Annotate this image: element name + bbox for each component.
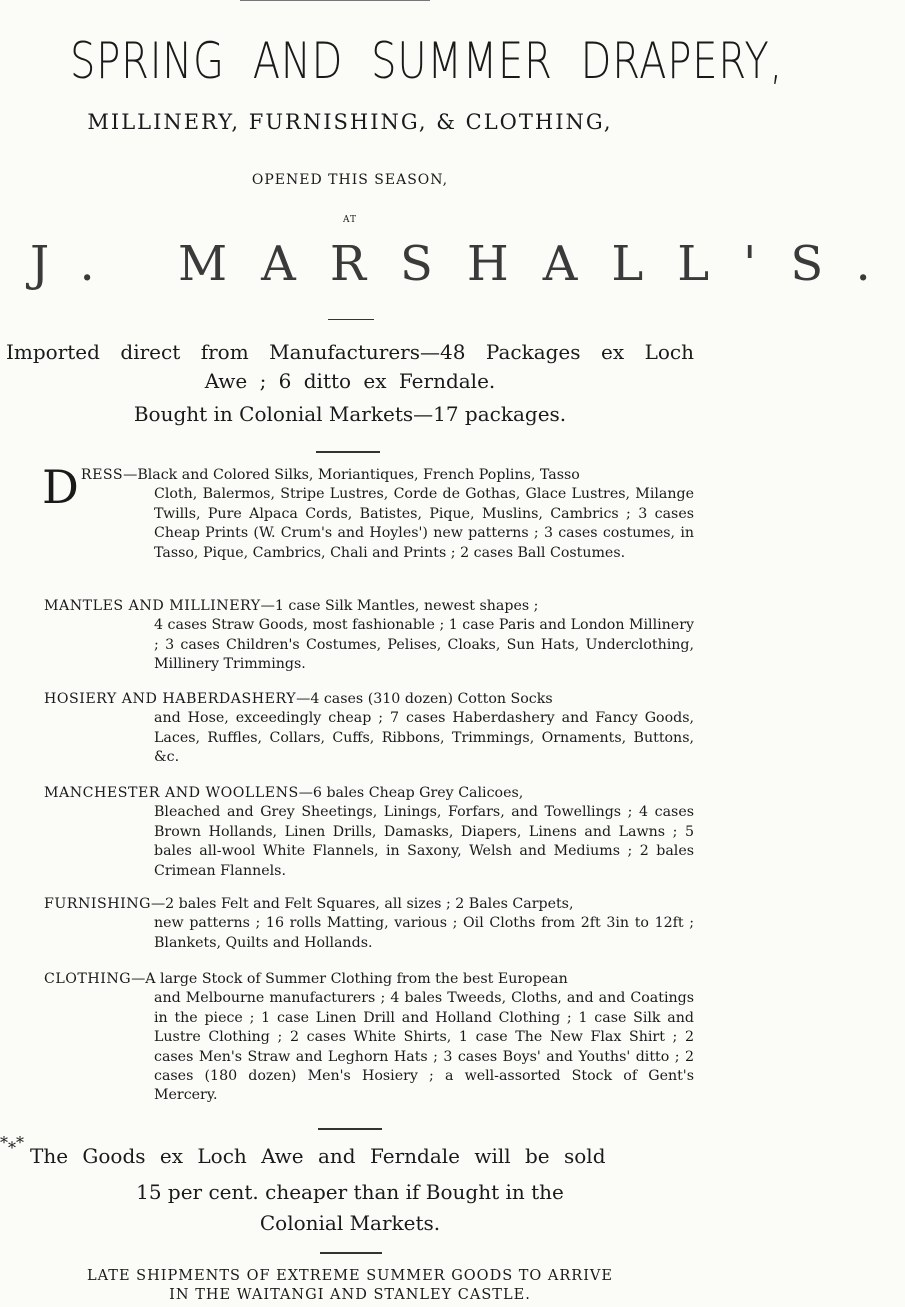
section-lead: HOSIERY AND HABERDASHERY (44, 691, 297, 707)
asterism: *⁎* (0, 1133, 24, 1152)
section-dress (42, 460, 694, 563)
section-clothing (44, 970, 694, 1106)
section-first-line: —1 case Silk Mantles, newest shapes ; (260, 598, 539, 614)
section-body: new patterns ; 16 rolls Matting, various ; Oil Cloths from 2ft 3in to 12ft ; Blankets, Quilts and Hollands. (154, 915, 694, 951)
section-body: and Melbourne manufacturers ; 4 bales Tweeds, Cloths, and and Coatings in the piece ; 1 case Linen Drill and Holland Clothing ; 1 case Silk and Lustre Clothing ; 2 cases White Shirts, 1 case The New Flax Shirt ; 2 cases Men's Straw and Leghorn Hats ; 3 cases Boys' and Youths' ditto ; 2 cases (180 dozen) Men's Hosiery ; a well-assorted Stock of Gent's Mercery. (154, 990, 694, 1104)
section-lead: RESS (80, 467, 124, 483)
section-hosiery (44, 690, 694, 768)
section-body: Bleached and Grey Sheetings, Linings, Forfars, and Towellings ; 4 cases Brown Hollands, Linen Drills, Damasks, Diapers, Linens and Lawns ; 5 bales all-wool White Flannels, in Saxony, Welsh and Mediums ; 2 bales Crimean Flannels. (154, 804, 694, 879)
section-lead: MANTLES AND MILLINERY (44, 598, 261, 614)
divider (320, 1252, 382, 1254)
section-body: and Hose, exceedingly cheap ; 7 cases Haberdashery and Fancy Goods, Laces, Ruffles, Collars, Cuffs, Ribbons, Trimmings, Ornaments, Buttons, &c. (154, 710, 694, 766)
section-body: Cloth, Balermos, Stripe Lustres, Corde de Gothas, Glace Lustres, Milange Twills, Pure Alpaca Cords, Batistes, Pique, Muslins, Cambrics ; 3 cases Cheap Prints (W. Crum's and Hoyles') new patterns ; 3 cases costumes, in Tasso, Pique, Cambrics, Chali and Prints ; 2 cases Ball Costumes. (154, 486, 694, 561)
merchant-name: J. MARSHALL'S. (30, 236, 905, 292)
subheadline: MILLINERY, FURNISHING, & CLOTHING, (87, 110, 613, 134)
section-first-line: —6 bales Cheap Grey Calicoes, (298, 785, 524, 801)
section-first-line: —4 cases (310 dozen) Cotton Socks (296, 691, 553, 707)
at-label: AT (342, 215, 357, 225)
section-lead: FURNISHING (44, 896, 151, 912)
section-first-line: —2 bales Felt and Felt Squares, all sizes ; 2 Bales Carpets, (150, 896, 574, 912)
notice-line-2: 15 per cent. cheaper than if Bought in the (136, 1180, 564, 1204)
divider (318, 1128, 382, 1130)
opened-this-season: OPENED THIS SEASON, (251, 172, 449, 188)
section-body: 4 cases Straw Goods, most fashionable ; 1 case Paris and London Millinery ; 3 cases Children's Costumes, Pelises, Cloaks, Sun Hats, Underclothing, Millinery Trimmings. (154, 617, 694, 673)
divider-short (328, 319, 374, 320)
section-first-line: —A large Stock of Summer Clothing from the best European (131, 971, 568, 987)
dropcap: D (42, 460, 79, 514)
section-mantles (44, 597, 694, 675)
late-shipments-line-1: LATE SHIPMENTS OF EXTREME SUMMER GOODS TO ARRIVE (87, 1268, 613, 1284)
bought-line: Bought in Colonial Markets—17 packages. (133, 402, 567, 426)
top-rule (240, 0, 430, 1)
notice-line-3: Colonial Markets. (259, 1211, 441, 1235)
section-furnishing (44, 895, 694, 953)
section-first-line: —Black and Colored Silks, Moriantiques, French Poplins, Tasso (123, 467, 580, 483)
imported-line: Imported direct from Manufacturers—48 Packages ex Loch Awe ; 6 ditto ex Ferndale. (6, 340, 694, 393)
notice-line-1: The Goods ex Loch Awe and Ferndale will be sold (30, 1144, 606, 1168)
headline: SPRING AND SUMMER DRAPERY, (70, 32, 784, 90)
divider (316, 451, 380, 453)
late-shipments-line-2: IN THE WAITANGI AND STANLEY CASTLE. (169, 1287, 531, 1303)
section-lead: MANCHESTER AND WOOLLENS (44, 785, 299, 801)
section-lead: CLOTHING (44, 971, 132, 987)
section-manchester (44, 784, 694, 881)
